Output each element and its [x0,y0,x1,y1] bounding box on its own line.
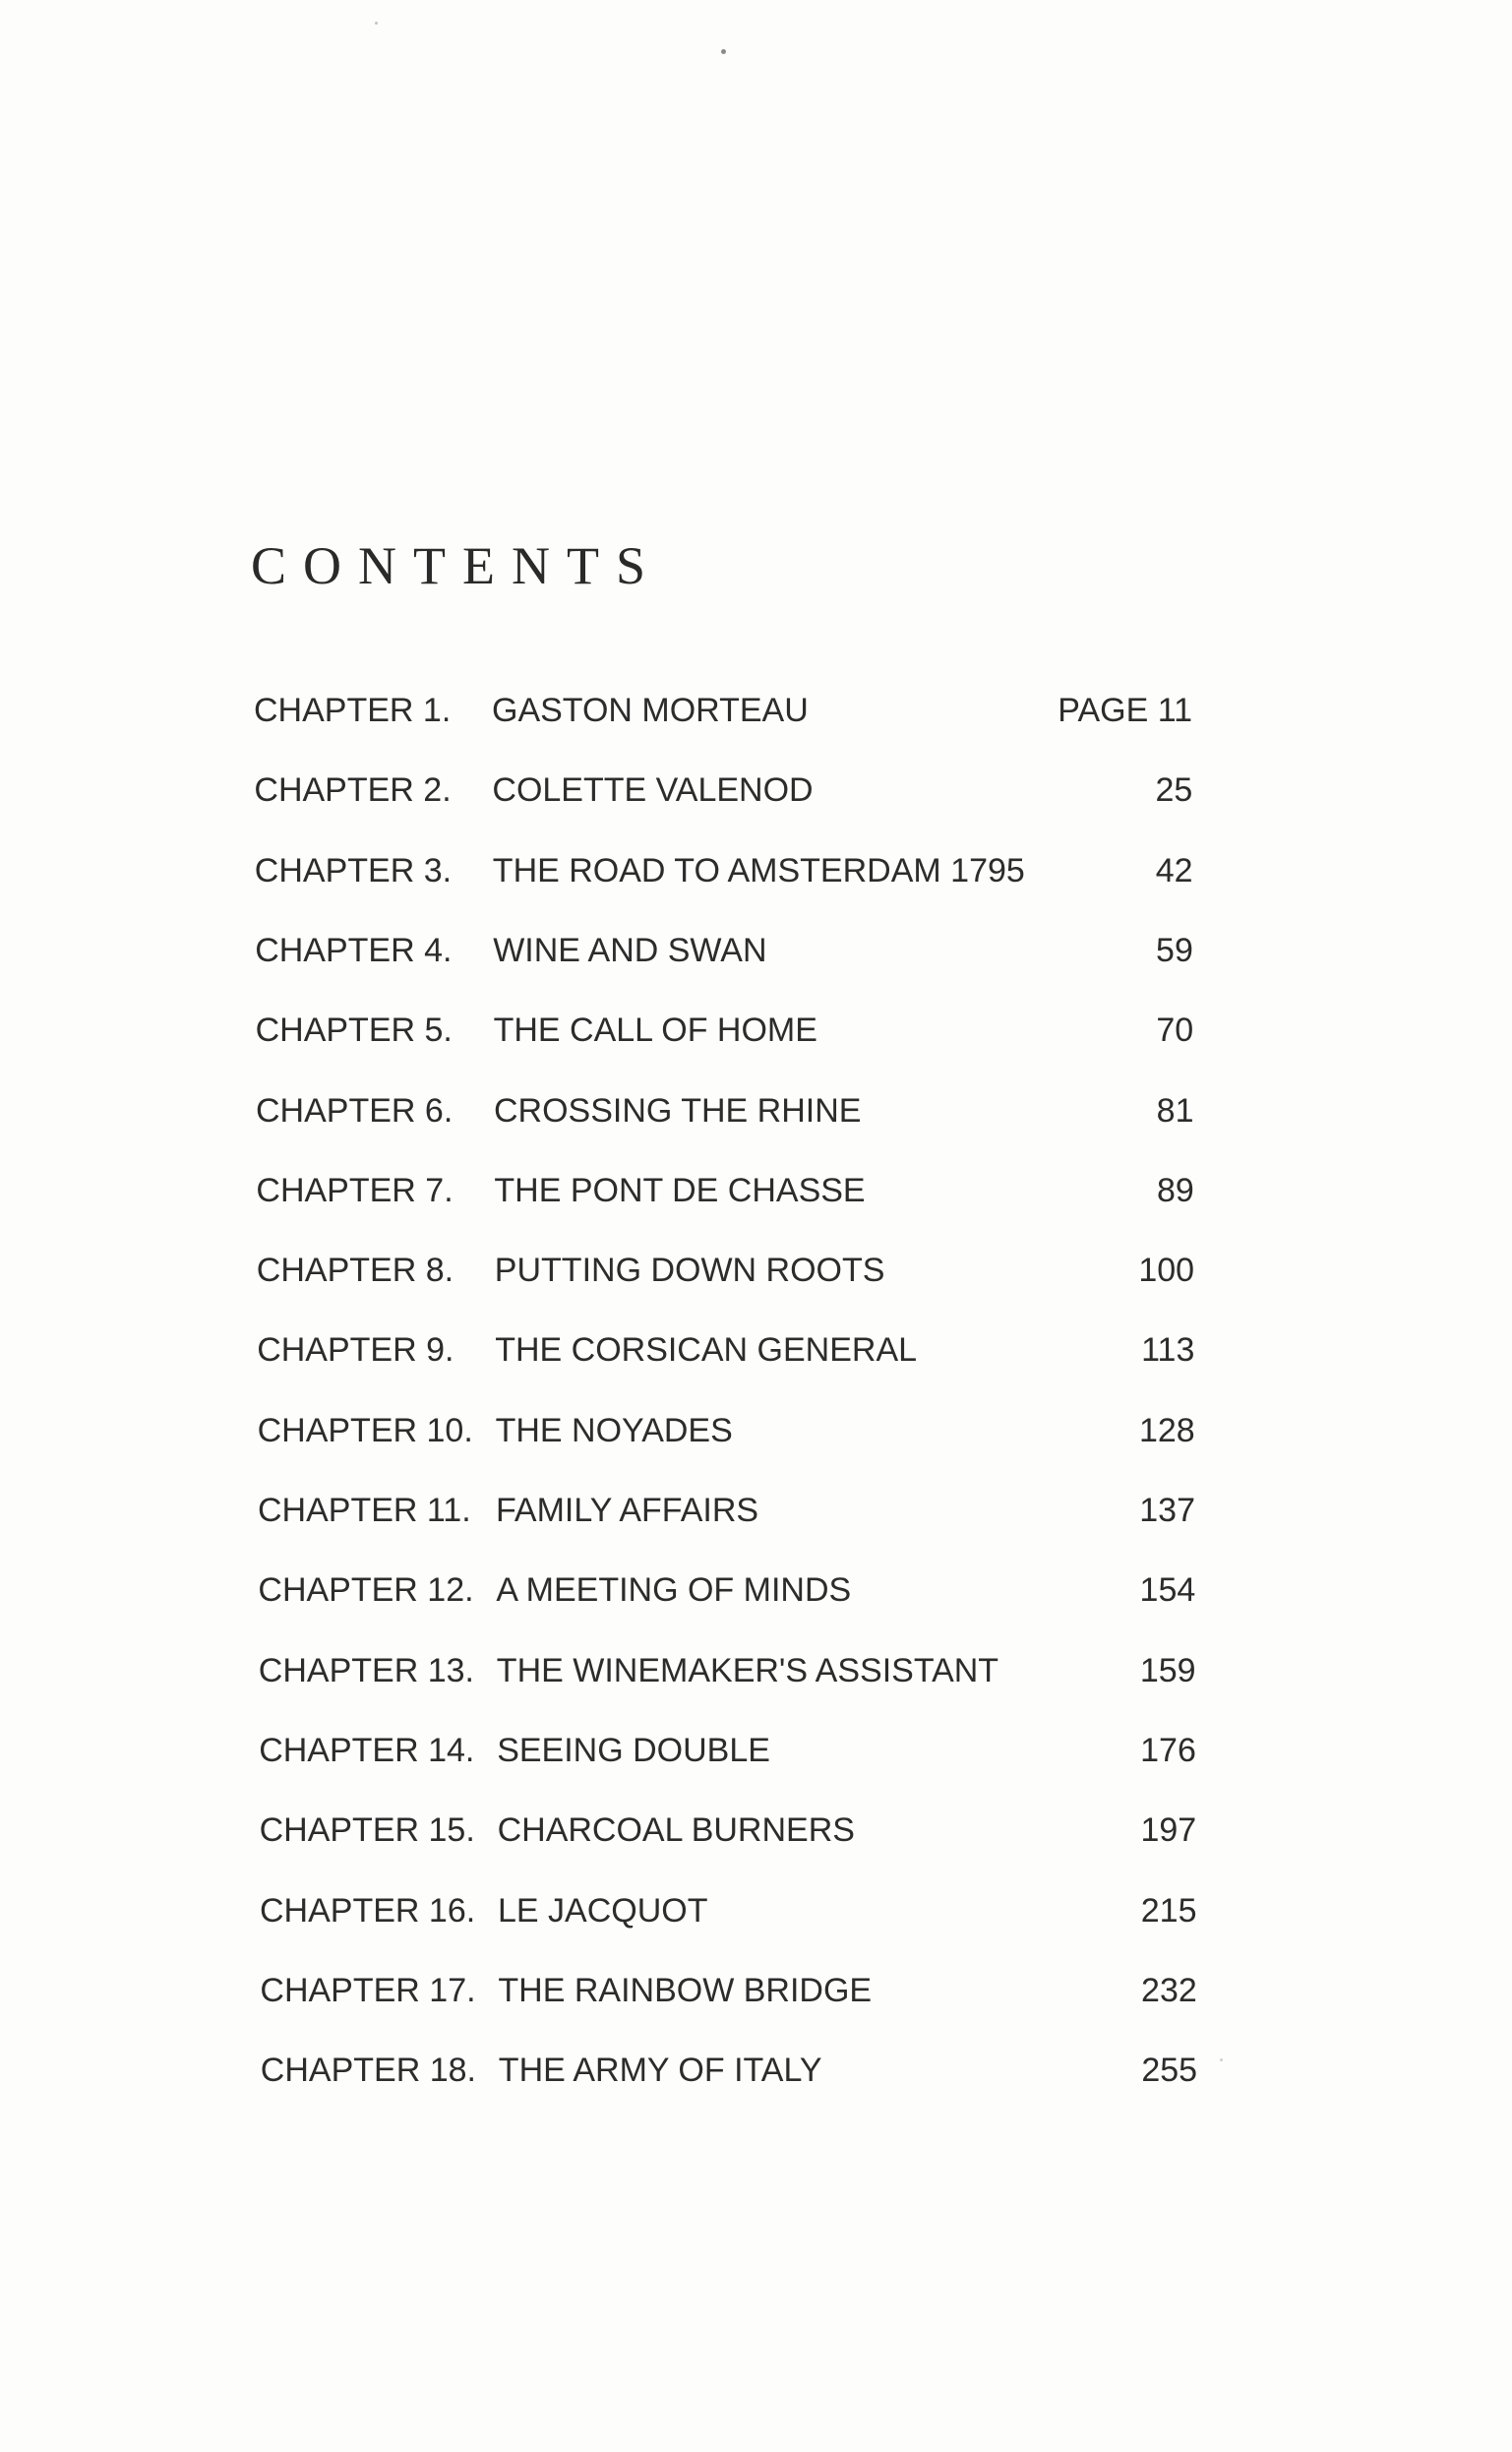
chapter-number: CHAPTER 17. [260,1971,476,2009]
chapter-number: CHAPTER 10. [257,1411,473,1449]
chapter-title: FAMILY AFFAIRS [496,1492,759,1529]
chapter-title: SEEING DOUBLE [497,1731,770,1769]
chapter-number: CHAPTER 12. [258,1571,474,1610]
chapter-title: A MEETING OF MINDS [496,1571,852,1610]
chapter-page-number: 197 [1140,1811,1197,1850]
toc-row [261,2046,1197,2095]
chapter-number: CHAPTER 13. [258,1651,474,1689]
chapter-number: CHAPTER 2. [254,771,452,810]
toc-row [260,1886,1197,1935]
chapter-page-number: 81 [1156,1091,1194,1130]
chapter-page-number: 89 [1156,1171,1194,1209]
chapter-title: THE ARMY OF ITALY [498,2052,822,2090]
chapter-page-number: 154 [1139,1571,1196,1610]
chapter-page-number: PAGE 11 [1058,692,1192,729]
chapter-page-number: 113 [1141,1331,1195,1370]
chapter-page-number: 255 [1141,2052,1198,2090]
toc-row [260,1806,1197,1855]
toc-row [256,1086,1194,1135]
chapter-number: CHAPTER 4. [255,931,453,969]
toc-row [256,1166,1193,1215]
chapter-page-number: 176 [1140,1731,1196,1769]
chapter-page-number: 70 [1156,1011,1194,1050]
chapter-title: PUTTING DOWN ROOTS [494,1252,885,1290]
chapter-page-number: 100 [1138,1252,1195,1290]
chapter-title: CROSSING THE RHINE [494,1091,862,1130]
chapter-number: CHAPTER 5. [255,1011,453,1050]
chapter-number: CHAPTER 3. [254,851,453,889]
chapter-title: THE CALL OF HOME [493,1011,817,1050]
paper-speck [1220,2058,1223,2061]
toc-row [255,846,1193,895]
toc-row [255,926,1193,975]
chapter-title: THE NOYADES [495,1411,733,1449]
chapter-title: THE RAINBOW BRIDGE [498,1971,873,2009]
contents-heading: CONTENTS [251,536,662,595]
paper-speck [375,22,378,25]
chapter-title: LE JACQUOT [498,1891,708,1930]
toc-row [257,1246,1194,1295]
chapter-title: THE ROAD TO AMSTERDAM 1795 [492,851,1025,889]
toc-row [259,1646,1196,1695]
chapter-title: THE PONT DE CHASSE [494,1171,866,1209]
toc-row [259,1726,1196,1775]
toc-row [258,1486,1195,1535]
chapter-page-number: 137 [1139,1492,1195,1529]
chapter-title: THE CORSICAN GENERAL [495,1331,918,1370]
chapter-page-number: 25 [1155,771,1193,810]
chapter-page-number: 42 [1155,851,1193,889]
chapter-title: WINE AND SWAN [493,931,767,969]
toc-row [254,766,1192,815]
toc-row [258,1406,1195,1455]
chapter-title: CHARCOAL BURNERS [497,1811,855,1850]
chapter-number: CHAPTER 11. [258,1492,471,1529]
chapter-number: CHAPTER 14. [259,1731,475,1769]
chapter-title: THE WINEMAKER'S ASSISTANT [496,1651,999,1689]
chapter-page-number: 232 [1141,1971,1197,2009]
chapter-number: CHAPTER 1. [254,692,452,729]
chapter-title: COLETTE VALENOD [492,771,814,810]
chapter-number: CHAPTER 16. [260,1891,476,1930]
chapter-number: CHAPTER 6. [256,1091,454,1130]
paper-speck [721,49,726,54]
chapter-page-number: 59 [1156,931,1193,969]
chapter-title: GASTON MORTEAU [492,692,809,729]
chapter-number: CHAPTER 8. [256,1252,454,1290]
toc-row [254,686,1192,735]
chapter-number: CHAPTER 18. [260,2052,476,2090]
chapter-number: CHAPTER 9. [257,1331,454,1370]
chapter-page-number: 215 [1140,1891,1197,1930]
chapter-number: CHAPTER 15. [259,1811,475,1850]
toc-row [256,1006,1194,1055]
toc-row [257,1325,1194,1375]
chapter-page-number: 128 [1138,1411,1195,1449]
toc-row [258,1565,1195,1615]
toc-row [260,1966,1196,2015]
chapter-page-number: 159 [1139,1651,1196,1689]
chapter-number: CHAPTER 7. [256,1171,454,1209]
